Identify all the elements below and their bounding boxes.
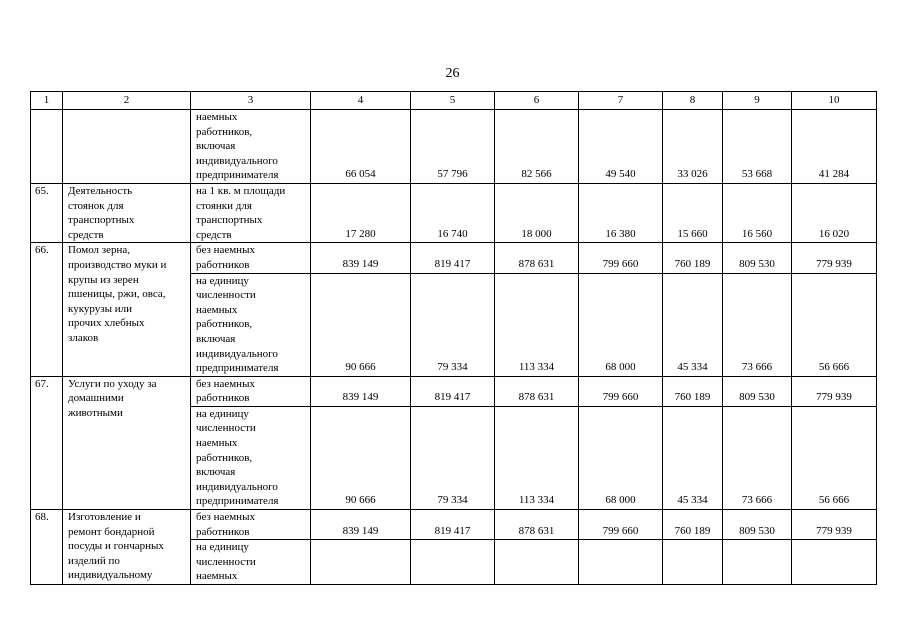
value-cell: 90 666 [311,273,411,376]
table-row [31,243,877,273]
value-cell: 82 566 [495,110,579,184]
value-cell: 878 631 [495,510,579,540]
row-number-cell [31,110,63,184]
value-cell [723,540,792,585]
value-cell: 113 334 [495,406,579,509]
value-cell: 799 660 [579,510,663,540]
row-number-cell: 67. [31,376,63,509]
value-cell [495,540,579,585]
base-indicator-cell: на единицу численности наемных [191,540,311,585]
activity-cell [63,110,191,184]
value-cell: 819 417 [411,376,495,406]
page-number: 26 [445,66,460,81]
value-cell: 779 939 [792,243,877,273]
value-cell: 878 631 [495,243,579,273]
value-cell: 839 149 [311,376,411,406]
value-cell: 799 660 [579,243,663,273]
value-cell [579,540,663,585]
header-cell: 10 [792,92,877,110]
value-cell [411,540,495,585]
value-cell: 79 334 [411,273,495,376]
header-cell: 3 [191,92,311,110]
value-cell: 56 666 [792,406,877,509]
value-cell: 90 666 [311,406,411,509]
table-row [31,110,877,184]
header-cell: 5 [411,92,495,110]
value-cell: 41 284 [792,110,877,184]
header-cell: 2 [63,92,191,110]
value-cell: 66 054 [311,110,411,184]
value-cell: 73 666 [723,273,792,376]
value-cell [663,540,723,585]
value-cell: 57 796 [411,110,495,184]
value-cell: 809 530 [723,376,792,406]
value-cell: 819 417 [411,243,495,273]
header-cell: 1 [31,92,63,110]
base-indicator-cell: без наемных работников [191,243,311,273]
value-cell: 819 417 [411,510,495,540]
base-indicator-cell: на 1 кв. м площади стоянки для транспортных средств [191,183,311,242]
tax-rate-table [30,91,877,585]
value-cell: 839 149 [311,243,411,273]
activity-cell: Изготовление и ремонт бондарной посуды и гончарных изделий по индивидуальному [63,510,191,585]
value-cell: 16 560 [723,183,792,242]
value-cell: 56 666 [792,273,877,376]
row-number-cell: 68. [31,510,63,585]
value-cell: 45 334 [663,406,723,509]
value-cell: 16 740 [411,183,495,242]
value-cell: 17 280 [311,183,411,242]
value-cell: 15 660 [663,183,723,242]
value-cell: 760 189 [663,243,723,273]
value-cell: 79 334 [411,406,495,509]
table-row [31,510,877,540]
value-cell: 68 000 [579,273,663,376]
value-cell: 760 189 [663,510,723,540]
value-cell: 839 149 [311,510,411,540]
activity-cell: Помол зерна, производство муки и крупы из зерен пшеницы, ржи, овса, кукурузы или прочих хлебных злаков [63,243,191,376]
value-cell: 49 540 [579,110,663,184]
header-cell: 7 [579,92,663,110]
value-cell: 799 660 [579,376,663,406]
table-body [31,92,877,585]
value-cell: 45 334 [663,273,723,376]
value-cell: 779 939 [792,510,877,540]
header-cell: 6 [495,92,579,110]
header-cell: 9 [723,92,792,110]
value-cell: 16 020 [792,183,877,242]
table-row [31,376,877,406]
base-indicator-cell: без наемных работников [191,376,311,406]
value-cell [311,540,411,585]
base-indicator-cell: без наемных работников [191,510,311,540]
value-cell [792,540,877,585]
table-row [31,183,877,242]
value-cell: 68 000 [579,406,663,509]
value-cell: 809 530 [723,510,792,540]
value-cell: 73 666 [723,406,792,509]
base-indicator-cell: на единицу численности наемных работников, включая индивидуального предпринимателя [191,406,311,509]
value-cell: 809 530 [723,243,792,273]
value-cell: 113 334 [495,273,579,376]
value-cell: 33 026 [663,110,723,184]
value-cell: 760 189 [663,376,723,406]
value-cell: 53 668 [723,110,792,184]
value-cell: 18 000 [495,183,579,242]
row-number-cell: 65. [31,183,63,242]
base-indicator-cell: на единицу численности наемных работников, включая индивидуального предпринимателя [191,273,311,376]
activity-cell: Деятельность стоянок для транспортных средств [63,183,191,242]
row-number-cell: 66. [31,243,63,376]
header-cell: 8 [663,92,723,110]
header-cell: 4 [311,92,411,110]
base-indicator-cell: наемных работников, включая индивидуального предпринимателя [191,110,311,184]
value-cell: 16 380 [579,183,663,242]
column-number-header-row [31,92,877,110]
value-cell: 878 631 [495,376,579,406]
activity-cell: Услуги по уходу за домашними животными [63,376,191,509]
value-cell: 779 939 [792,376,877,406]
